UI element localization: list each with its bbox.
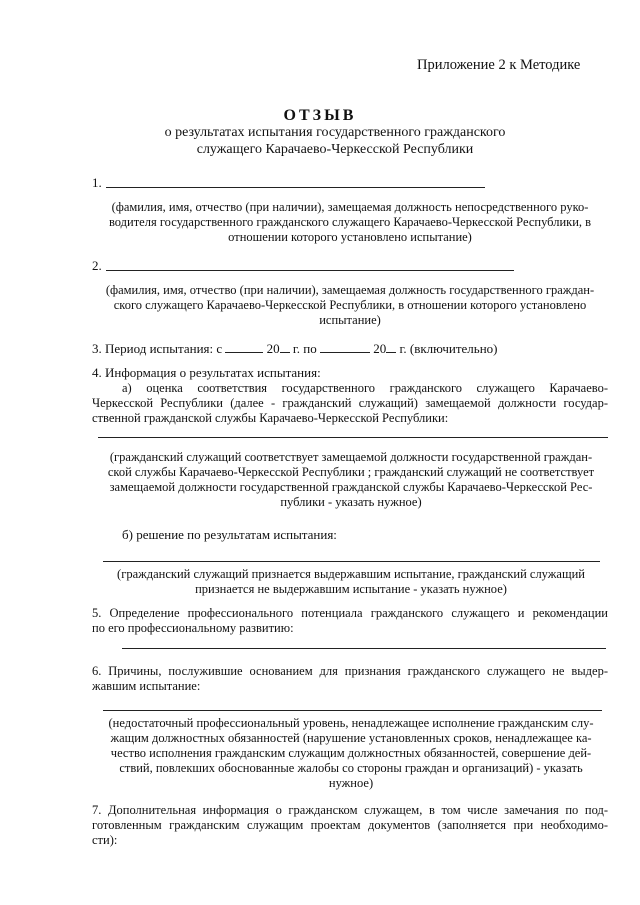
period-end-year-field[interactable] [386,341,396,353]
subtitle-line-1: о результатах испытания государственного гражданского [164,125,506,140]
item-2-caption-line-2: ского служащего Карачаево-Черкесской Республики, в отношении которого установлено [113,298,587,312]
subtitle-line-2: служащего Карачаево-Черкесской Республики [196,142,474,157]
period-to-label: г. по [292,341,317,356]
item-4b-caption-line-1: (гражданский служащий признается выдержавшим испытание, гражданский служащий [117,567,585,581]
item-3-period [92,341,498,356]
period-start-year-field[interactable] [280,341,290,353]
item-1-caption-line-2: водителя государственного гражданского служащего Карачаево-Черкесской Республики, в [108,215,592,229]
item-4b-caption [90,567,612,597]
item-5-fill-line[interactable] [122,648,606,649]
item-4a-caption-line-4: публики - указать нужное) [280,495,422,509]
item-1-number: 1. [92,175,102,190]
item-6-caption-line-1: (недостаточный профессиональный уровень, ненадлежащее исполнение гражданским слу- [108,716,594,730]
period-end-day-field[interactable] [320,341,370,353]
item-4b-fill-line[interactable] [103,561,600,562]
item-4a-caption [90,450,612,510]
item-5-line-1: 5. Определение профессионального потенциала гражданского служащего и рекомендации [92,606,608,620]
item-1-caption-line-3: отношении которого установлено испытание) [228,230,472,244]
item-4a-line-2: Черкесской Республики (далее - гражданский служащий) замещаемой должности государ- [92,396,608,410]
item-5-line-2: по его профессиональному развитию: [92,621,294,635]
item-4a-caption-line-1: (гражданский служащий соответствует замещаемой должности государственной граждан- [109,450,593,464]
item-2-caption-line-1: (фамилия, имя, отчество (при наличии), замещаемая должность государственного граждан- [105,283,595,297]
period-inclusive-label: г. (включительно) [399,341,498,356]
item-1-fill-line[interactable] [106,187,485,188]
item-2-caption-line-3: испытание) [319,313,381,327]
period-label: 3. Период испытания: с [92,341,223,356]
item-4a-caption-line-3: замещаемой должности государственной гражданской службы Карачаево-Черкесской Рес- [109,480,593,494]
item-6-caption-line-5: нужное) [328,776,374,790]
item-4a-line-1: а) оценка соответствия государственного гражданского служащего Карачаево- [122,381,608,395]
item-6-line-1: 6. Причины, послужившие основанием для признания гражданского служащего не выдер- [92,664,608,678]
item-4b-caption-line-2: признается не выдержавшим испытание - указать нужное) [195,582,507,596]
item-6-caption-line-2: жащим должностных обязанностей (нарушение установленных сроков, ненадлежащее ка- [110,731,592,745]
item-6-caption-line-4: ствий, повлекших обоснованные жалобы со стороны граждан и организаций) - указать [119,761,583,775]
document-subtitle [100,124,570,158]
item-7-line-3: сти): [92,833,118,847]
item-6-fill-line[interactable] [103,710,602,711]
appendix-label: Приложение 2 к Методике [417,57,581,73]
item-4a-fill-line[interactable] [98,437,608,438]
item-4b-line: б) решение по результатам испытания: [122,527,337,542]
item-4a-line-3: ственной гражданской службы Карачаево-Черкесской Республики: [92,411,449,425]
item-2-fill-line[interactable] [106,270,514,271]
item-1-caption-line-1: (фамилия, имя, отчество (при наличии), замещаемая должность непосредственного руко- [111,200,589,214]
period-start-century: 20 [266,341,280,356]
period-end-century: 20 [373,341,387,356]
document-title: ОТЗЫВ [283,107,357,124]
item-1-caption [90,200,610,245]
item-6-line-2: жавшим испытание: [92,679,201,693]
item-2-caption [90,283,610,328]
item-7-line-2: готовленным гражданским служащим проектам документов (заполняется при необходимо- [92,818,608,832]
item-2-number: 2. [92,258,102,273]
item-4a-caption-line-2: ской службы Карачаево-Черкесской Республики ; гражданский служащий не соответствует [107,465,595,479]
item-6-caption-line-3: чество исполнения гражданским служащим должностных обязанностей, совершение дей- [110,746,592,760]
item-6-caption [90,716,612,791]
period-start-day-field[interactable] [225,341,263,353]
item-7-line-1: 7. Дополнительная информация о гражданском служащем, в том числе замечания по под- [92,803,608,817]
item-4-heading: 4. Информация о результатах испытания: [92,365,321,380]
